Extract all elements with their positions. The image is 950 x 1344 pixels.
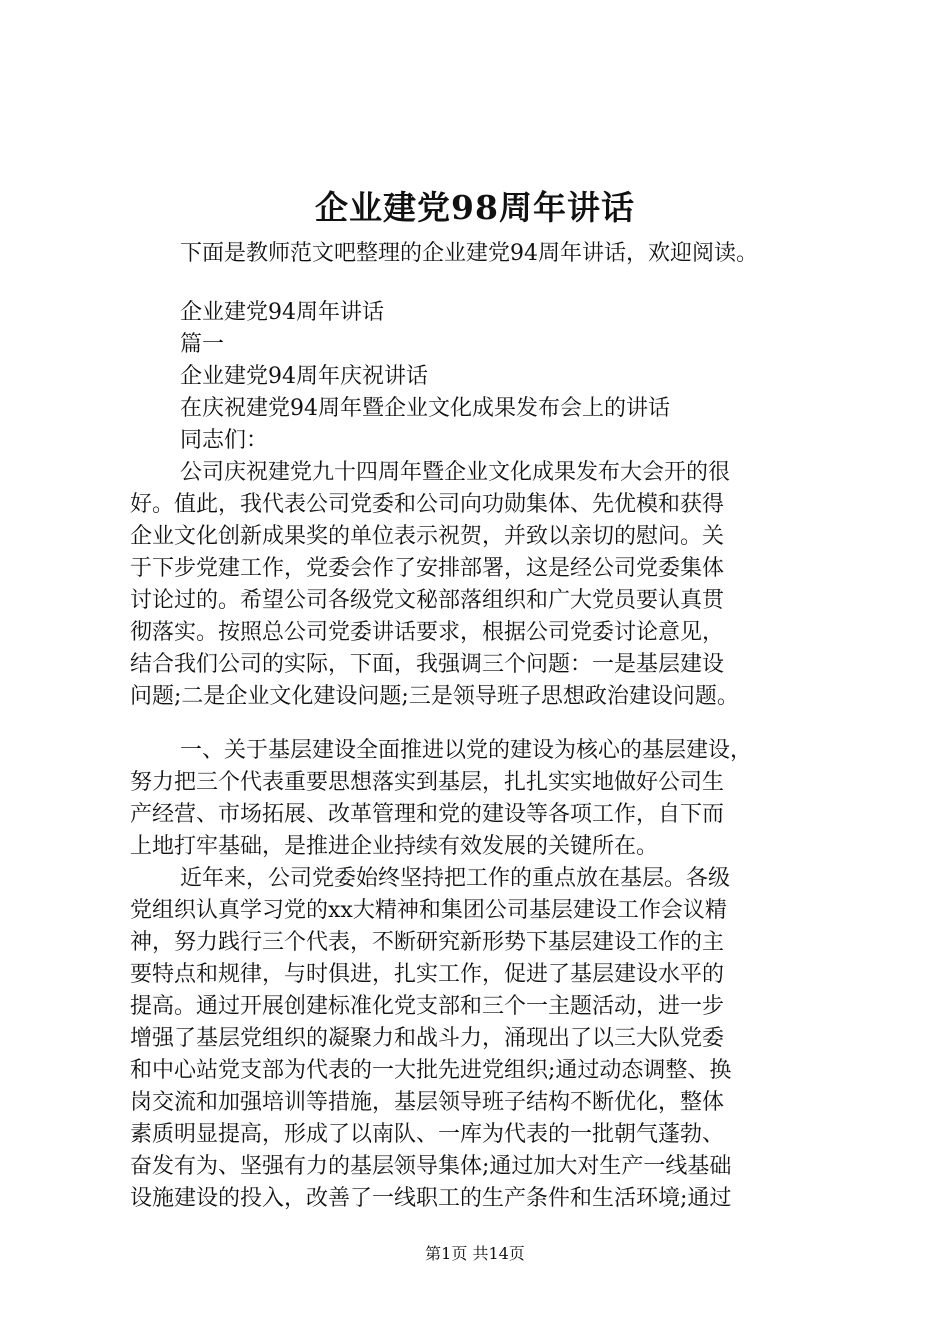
text-line: 于下步党建工作，党委会作了安排部署，这是经公司党委集体 [130,556,725,581]
text-line: 好。值此，我代表公司党委和公司向功勋集体、先优模和获得 [130,492,725,517]
text-line: 篇一 [180,332,225,357]
intro-line: 下面是教师范文吧整理的企业建党94周年讲话，欢迎阅读。 [180,241,758,266]
text-line: 企业建党94周年庆祝讲话 [180,364,428,389]
text-line: 设施建设的投入，改善了一线职工的生产条件和生活环境;通过 [130,1186,732,1211]
text-line: 产经营、市场拓展、改革管理和党的建设等各项工作，自下而 [130,802,725,827]
text-line: 和中心站党支部为代表的一大批先进党组织;通过动态调整、换 [130,1058,732,1083]
text-line: 要特点和规律，与时俱进，扎实工作，促进了基层建设水平的 [130,962,725,987]
text-line: 努力把三个代表重要思想落实到基层，扎扎实实地做好公司生 [130,770,725,795]
text-line: 企业建党94周年讲话 [180,300,384,325]
text-line: 增强了基层党组织的凝聚力和战斗力，涌现出了以三大队党委 [130,1026,725,1051]
text-line: 神，努力践行三个代表，不断研究新形势下基层建设工作的主 [130,930,725,955]
text-line: 在庆祝建党94周年暨企业文化成果发布会上的讲话 [180,396,670,421]
text-line: 岗交流和加强培训等措施，基层领导班子结构不断优化，整体 [130,1090,725,1115]
text-line: 公司庆祝建党九十四周年暨企业文化成果发布大会开的很 [180,460,731,485]
document-title: 企业建党98周年讲话 [315,188,635,227]
text-line: 结合我们公司的实际，下面，我强调三个问题：一是基层建设 [130,652,725,677]
text-line: 近年来，公司党委始终坚持把工作的重点放在基层。各级 [180,866,731,891]
text-line: 上地打牢基础，是推进企业持续有效发展的关键所在。 [130,834,659,859]
text-line: 提高。通过开展创建标准化党支部和三个一主题活动，进一步 [130,994,725,1019]
document-body [130,297,850,1215]
text-line: 彻落实。按照总公司党委讲话要求，根据公司党委讨论意见， [130,620,725,645]
text-line: 问题;二是企业文化建设问题;三是领导班子思想政治建设问题。 [130,684,739,709]
text-line: 企业文化创新成果奖的单位表示祝贺，并致以亲切的慰问。关 [130,524,725,549]
text-line: 讨论过的。希望公司各级党文秘部落组织和广大党员要认真贯 [130,588,725,613]
paragraph-gap [130,713,850,735]
text-line: 党组织认真学习党的xx大精神和集团公司基层建设工作会议精 [130,898,727,923]
text-line: 一、关于基层建设全面推进以党的建设为核心的基层建设， [180,738,753,763]
text-line: 素质明显提高，形成了以南队、一库为代表的一批朝气蓬勃、 [130,1122,725,1147]
text-line: 奋发有为、坚强有力的基层领导集体;通过加大对生产一线基础 [130,1154,732,1179]
text-line: 同志们： [180,428,269,453]
page-footer: 第1页 共14页 [425,1244,525,1263]
